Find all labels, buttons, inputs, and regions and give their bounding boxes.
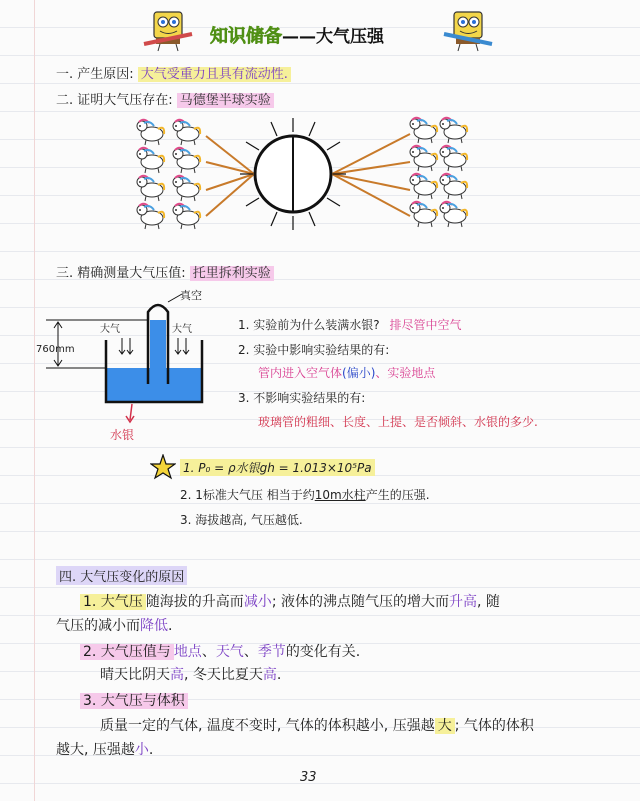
formula-line2-part1: 2. 1标准大气压 相当于约 — [180, 488, 315, 502]
s4-p1-c: ; 液体的沸点随气压的增大而 — [271, 594, 449, 610]
air-right-label: 大气 — [172, 324, 192, 335]
s4-p3-line2b: 小 — [134, 742, 149, 758]
s4-p1-a: 随海拔的升高而 — [145, 594, 244, 610]
a3: 玻璃管的粗细、长度、上提、是否倾斜、水银的多少. — [258, 415, 538, 429]
title-dash: —— — [282, 27, 316, 47]
s4-p3-line1 — [100, 715, 534, 735]
s4-p2-f: 的变化有关. — [285, 644, 361, 660]
s4-p2-c: 天气 — [215, 644, 244, 660]
s4-p3-line1a: 质量一定的气体, 温度不变时, 气体的体积越小, 压强越 — [100, 718, 435, 734]
mascot-icon-right — [440, 4, 496, 52]
title-green: 知识储备 — [210, 26, 282, 47]
s4-p1-d: 升高 — [448, 594, 477, 610]
vacuum-label: 真空 — [180, 289, 202, 302]
a2-part2: (偏小) — [342, 366, 376, 380]
s4-p2-b: 、 — [201, 644, 216, 660]
formula-line2 — [180, 486, 430, 503]
s4-p2-line2b: 高 — [170, 667, 184, 683]
page-number: 33 — [300, 770, 317, 785]
magdeburg-diagram — [120, 112, 520, 237]
star-icon — [150, 454, 176, 480]
s4-p1-b: 减小 — [243, 594, 272, 610]
section3 — [56, 262, 274, 281]
s4-p2-line2 — [100, 664, 281, 684]
s4-p3-line2c: . — [148, 742, 154, 758]
q1: 1. 实验前为什么装满水银? — [238, 318, 380, 332]
q2: 2. 实验中影响实验结果的有: — [238, 343, 390, 357]
section3-label: 三. 精确测量大气压值: — [56, 266, 186, 281]
q3: 3. 不影响实验结果的有: — [238, 391, 366, 405]
s4-p2-e: 季节 — [257, 644, 286, 660]
section3-text: 托里拆利实验 — [190, 266, 274, 281]
s4-p2-d: 、 — [243, 644, 258, 660]
section4-heading: 四. 大气压变化的原因 — [56, 566, 187, 585]
title-black: 大气压强 — [316, 27, 384, 47]
s4-p3-hl: 3. 大气压与体积 — [80, 693, 188, 709]
s4-p3-line2a: 越大, 压强越 — [56, 742, 135, 758]
section2-label: 二. 证明大气压存在: — [56, 93, 173, 108]
s4-p2-hl: 2. 大气压值与 — [80, 644, 174, 660]
a1: 排尽管中空气 — [389, 318, 462, 332]
mascot-icon-left — [140, 4, 196, 52]
height-label: 760mm — [36, 344, 75, 355]
s4-p3-heading — [80, 690, 188, 710]
s4-p3-line1c: ; 气体的体积 — [454, 718, 534, 734]
s4-p1-line2 — [56, 615, 172, 635]
air-left-label: 大气 — [100, 324, 120, 335]
s4-p1-line2a: 气压的减小而 — [56, 618, 140, 634]
page-title — [210, 22, 384, 48]
s4-p1-hl: 1. 大气压 — [80, 594, 146, 610]
a2-part1: 管内进入空气体 — [258, 366, 343, 380]
section2 — [56, 89, 274, 108]
s4-p1-e: , 随 — [476, 594, 500, 610]
a2-line — [258, 364, 435, 381]
formula-line2-highlight: 10m水柱 — [314, 488, 366, 502]
section2-text: 马德堡半球实验 — [177, 93, 274, 108]
s4-p2-line2e: . — [276, 667, 282, 683]
section1-text: 大气受重力且具有流动性. — [138, 67, 291, 82]
mercury-label: 水银 — [110, 428, 135, 442]
s4-p2-a: 地点 — [173, 644, 202, 660]
section1 — [56, 63, 291, 82]
s4-p1-line2b: 降低 — [140, 618, 168, 634]
formula-line1: 1. P₀ = ρ水银gh = 1.013×10⁵Pa — [180, 459, 375, 476]
s4-p2-line2a: 晴天比阴天 — [100, 667, 170, 683]
s4-p2-line2d: 高 — [262, 667, 277, 683]
s4-p1-line2c: . — [168, 618, 173, 634]
margin-line — [34, 0, 35, 801]
s4-p2-line1 — [80, 641, 360, 661]
s4-p1-line1 — [80, 591, 500, 611]
section1-label: 一. 产生原因: — [56, 67, 134, 82]
formula-line3: 3. 海拔越高, 气压越低. — [180, 513, 303, 527]
s4-p3-line2 — [56, 739, 153, 759]
formula-line2-part2: 产生的压强. — [365, 488, 430, 502]
q1-line — [238, 316, 461, 333]
s4-p3-line1b: 大 — [435, 718, 455, 734]
a2-part3: 、实验地点 — [375, 366, 436, 380]
s4-p2-line2c: , 冬天比夏天 — [184, 667, 263, 683]
